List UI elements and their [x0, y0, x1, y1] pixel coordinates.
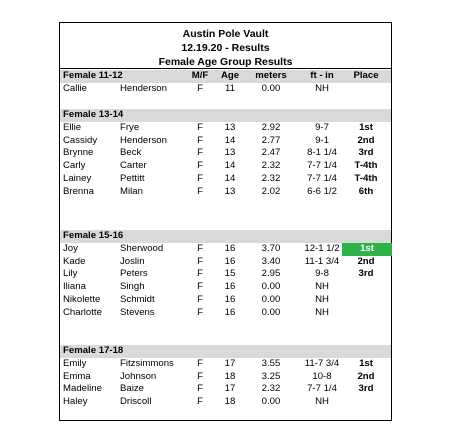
gender: F: [197, 268, 203, 280]
first-name: Brenna: [63, 185, 94, 197]
feet-inches: 7-7 1/4: [307, 173, 337, 184]
first-name: Charlotte: [63, 306, 102, 318]
feet-inches: NH: [315, 82, 329, 94]
meters: 2.47: [261, 147, 281, 159]
age: 18: [224, 396, 236, 408]
last-name: Driscoll: [120, 396, 152, 408]
last-name: Joslin: [120, 255, 145, 267]
gender: F: [197, 281, 203, 293]
age: 16: [224, 306, 236, 318]
first-name: Lainey: [63, 173, 92, 184]
first-name: Joy: [63, 242, 78, 254]
athlete-row: [60, 122, 391, 135]
athlete-row: [60, 383, 391, 396]
place: 1st: [359, 357, 373, 369]
group-name: Female 17-18: [63, 345, 124, 356]
gender: F: [197, 173, 203, 184]
athlete-row: [60, 371, 391, 384]
group-header-row: [60, 70, 391, 83]
athlete-row: [60, 358, 391, 371]
age: 15: [224, 268, 236, 280]
place: 3rd: [358, 147, 374, 159]
first-name: Haley: [63, 396, 88, 408]
place: 6th: [358, 185, 374, 197]
meters: 0.00: [261, 281, 281, 293]
meters: 0.00: [261, 294, 281, 305]
athlete-row: [60, 268, 391, 281]
place: T-4th: [354, 160, 378, 172]
meters: 2.02: [261, 185, 281, 197]
athlete-row: [60, 186, 391, 199]
first-name: Kade: [63, 255, 86, 267]
group-name: Female 15-16: [63, 230, 124, 241]
gender: F: [197, 160, 203, 172]
age: 14: [224, 160, 236, 172]
gender: F: [197, 306, 203, 318]
place: T-4th: [354, 173, 378, 184]
title-divider: [60, 68, 391, 69]
gender: F: [197, 370, 203, 382]
first-name: Ellie: [63, 121, 82, 133]
feet-inches: 8-1 1/4: [307, 147, 337, 159]
athlete-row: [60, 243, 391, 256]
gender: F: [197, 396, 203, 408]
last-name: Pettitt: [120, 173, 145, 184]
col-header-place: Place: [353, 70, 379, 81]
age: 13: [224, 147, 236, 159]
last-name: Carter: [120, 160, 147, 172]
place: 3rd: [358, 383, 374, 395]
meters: 0.00: [261, 306, 281, 318]
age: 16: [224, 255, 236, 267]
meters: 2.77: [261, 134, 281, 146]
col-header-age: Age: [220, 70, 240, 81]
gender: F: [197, 383, 203, 395]
group-name: Female 11-12: [63, 70, 123, 81]
athlete-row: [60, 256, 391, 269]
athlete-row: [60, 396, 391, 409]
gender: F: [197, 134, 203, 146]
athlete-row: [60, 281, 391, 294]
meters: 3.55: [261, 357, 281, 369]
meters: 0.00: [261, 82, 281, 94]
age: 16: [224, 242, 236, 254]
athlete-row: [60, 173, 391, 186]
gender: F: [197, 294, 203, 305]
first-name: Emily: [63, 357, 87, 369]
results-sheet: [59, 22, 392, 421]
results-subtitle: Female Age Group Results: [158, 56, 293, 68]
place: 2nd: [357, 134, 375, 146]
last-name: Fitzsimmons: [120, 357, 174, 369]
feet-inches: NH: [315, 396, 329, 408]
place: 1st: [342, 243, 392, 256]
gender: F: [197, 357, 203, 369]
gender: F: [197, 242, 203, 254]
meters: 3.70: [261, 242, 281, 254]
first-name: Madeline: [63, 383, 102, 395]
last-name: Peters: [120, 268, 148, 280]
age: 16: [224, 281, 236, 293]
group-header-row: [60, 345, 391, 358]
first-name: Callie: [63, 82, 87, 94]
first-name: Iliana: [63, 281, 86, 293]
last-name: Johnson: [120, 370, 157, 382]
last-name: Schmidt: [120, 294, 155, 305]
feet-inches: 11-7 3/4: [304, 357, 340, 369]
feet-inches: NH: [315, 306, 329, 318]
last-name: Beck: [120, 147, 142, 159]
last-name: Stevens: [120, 306, 155, 318]
meters: 3.40: [261, 255, 281, 267]
age: 13: [224, 185, 236, 197]
age: 18: [224, 370, 236, 382]
first-name: Cassidy: [63, 134, 98, 146]
place: 2nd: [357, 370, 375, 382]
athlete-row: [60, 135, 391, 148]
feet-inches: 7-7 1/4: [307, 160, 337, 172]
first-name: Emma: [63, 370, 91, 382]
last-name: Sherwood: [120, 242, 164, 254]
feet-inches: 7-7 1/4: [307, 383, 337, 395]
meet-date: 12.19.20 - Results: [181, 42, 270, 54]
meters: 0.00: [261, 396, 281, 408]
athlete-row: [60, 294, 391, 307]
first-name: Brynne: [63, 147, 94, 159]
group-header-row: [60, 109, 391, 122]
place: 3rd: [358, 268, 374, 280]
title-block: [60, 23, 391, 69]
group-header-row: [60, 230, 391, 243]
age: 13: [224, 121, 236, 133]
feet-inches: NH: [315, 294, 329, 305]
feet-inches: 9-1: [315, 134, 329, 146]
feet-inches: 9-8: [315, 268, 329, 280]
last-name: Frye: [120, 121, 140, 133]
place: 2nd: [357, 255, 375, 267]
meters: 2.32: [261, 383, 281, 395]
gender: F: [197, 255, 203, 267]
gender: F: [197, 82, 203, 94]
meters: 2.32: [261, 173, 281, 184]
age: 16: [224, 294, 236, 305]
last-name: Henderson: [120, 134, 167, 146]
athlete-row: [60, 160, 391, 173]
group-name: Female 13-14: [63, 109, 124, 120]
gender: F: [197, 147, 203, 159]
gender: F: [197, 185, 203, 197]
feet-inches: NH: [315, 281, 329, 293]
age: 14: [224, 173, 236, 184]
age: 17: [224, 357, 236, 369]
athlete-row: [60, 147, 391, 160]
last-name: Baize: [120, 383, 144, 395]
athlete-row: [60, 83, 391, 96]
feet-inches: 9-7: [315, 121, 329, 133]
first-name: Lily: [63, 268, 78, 280]
feet-inches: 12-1 1/2: [304, 242, 340, 254]
meters: 2.92: [261, 121, 281, 133]
place: 1st: [359, 121, 373, 133]
feet-inches: 10-8: [312, 370, 332, 382]
meters: 2.32: [261, 160, 281, 172]
last-name: Henderson: [120, 82, 167, 94]
col-header-meters: meters: [255, 70, 287, 81]
first-name: Carly: [63, 160, 86, 172]
age: 14: [224, 134, 236, 146]
meet-title: Austin Pole Vault: [182, 28, 269, 40]
age: 11: [225, 82, 235, 94]
last-name: Singh: [120, 281, 145, 293]
feet-inches: 6-6 1/2: [307, 185, 337, 197]
first-name: Nikolette: [63, 294, 101, 305]
gender: F: [197, 121, 203, 133]
feet-inches: 11-1 3/4: [304, 255, 340, 267]
athlete-row: [60, 307, 391, 320]
meters: 2.95: [261, 268, 281, 280]
col-header-ft-in: ft - in: [310, 70, 334, 81]
age: 17: [224, 383, 236, 395]
last-name: Milan: [120, 185, 143, 197]
col-header-mf: M/F: [191, 70, 209, 81]
meters: 3.25: [261, 370, 281, 382]
